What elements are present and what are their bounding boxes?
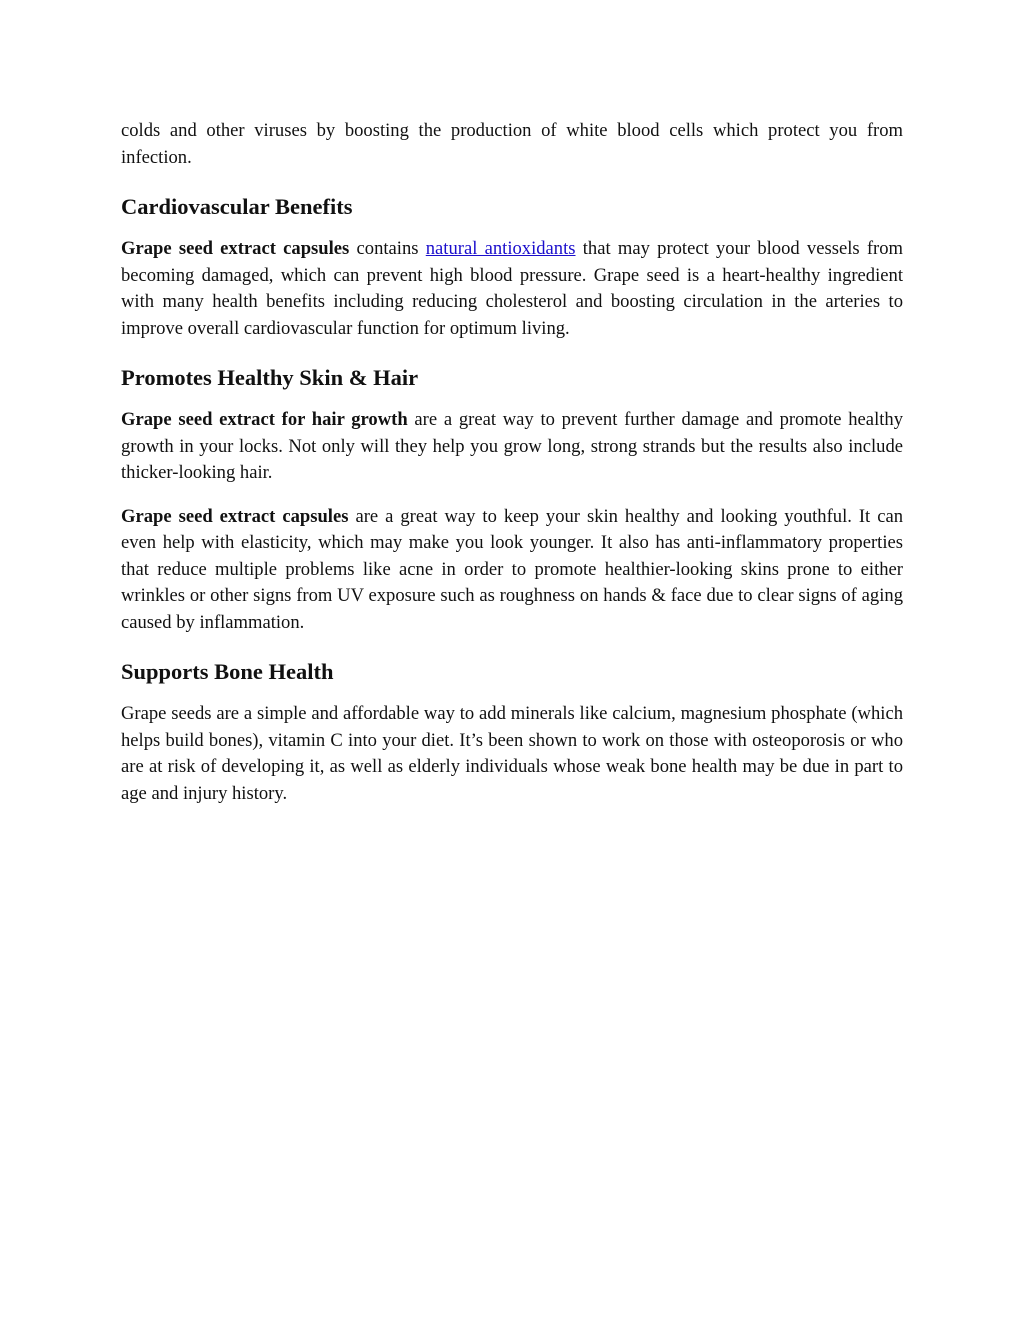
pre-link-text: contains [349,238,426,259]
heading-supports-bone-health: Supports Bone Health [121,659,334,684]
document-page [121,118,903,824]
paragraph-text: Grape seeds are a simple and affordable way to add minerals like calcium, magnesium phosphate (which helps build bones), vitamin C into your diet. It’s been shown to work on those with osteoporosis or who are at risk of developing it, as well as elderly individuals whose weak bone health may be due in part to age and injury history. [121,703,903,804]
paragraph-text: that may protect your blood vessels from becoming damaged, which can prevent high blood pressure. Grape seed is a heart-healthy ingredient with many health benefits including reducing cholesterol and boosting circulation in the arteries to improve overall cardiovascular function for optimum living. [121,238,904,339]
cardiovascular-paragraph [121,236,903,342]
bone-health-paragraph [121,701,903,807]
natural-antioxidants-link[interactable]: natural antioxidants [425,238,576,259]
bold-lead: Grape seed extract capsules [121,505,349,527]
heading-promotes-healthy-skin-hair: Promotes Healthy Skin & Hair [121,365,419,390]
heading-cardiovascular-benefits: Cardiovascular Benefits [121,194,353,219]
paragraph-text: are a great way to keep your skin healthy and looking youthful. It can even help with elasticity, which may make you look younger. It also has anti-inflammatory properties that reduce multiple problems like acne in order to promote healthier-looking skins prone to either wrinkles or other signs from UV exposure such as roughness on hands & face due to clear signs of aging caused by inflammation. [121,505,903,633]
bold-lead: Grape seed extract for hair growth [121,409,408,430]
paragraph-text: are a great way to prevent further damage and promote healthy growth in your locks. Not only will they help you grow long, strong strands but the results also include thicker-looking hair. [121,409,903,483]
bold-lead: Grape seed extract capsules [121,238,350,259]
intro-paragraph [121,118,903,171]
hair-growth-paragraph [121,407,903,487]
intro-text: colds and other viruses by boosting the production of white blood cells which protect you from infection. [121,120,903,168]
skin-health-paragraph [121,504,903,637]
